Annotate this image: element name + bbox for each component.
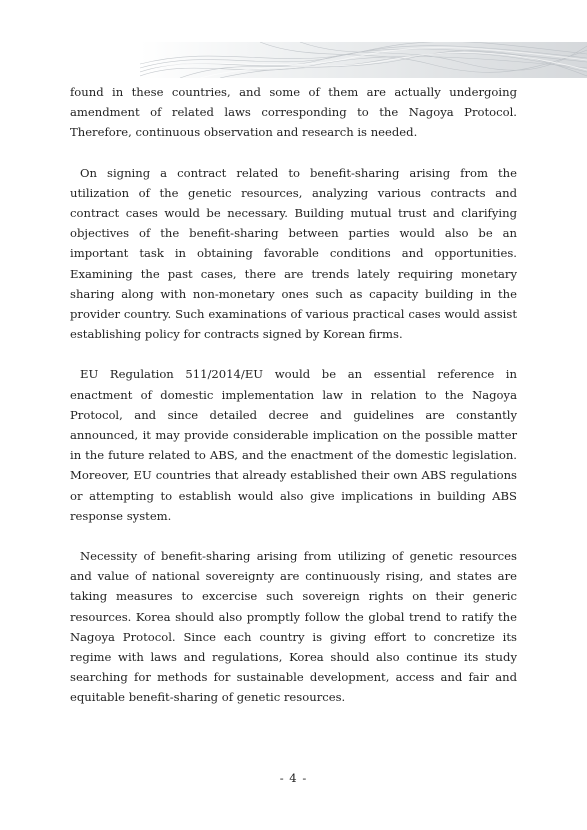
- document-body: [70, 82, 517, 708]
- paragraph-benefit-sharing-contracts: On signing a contract related to benefit-sharing arising from the utilization of the genetic resources, analyzing various contracts and contract cases would be necessary. Building mutual trust and clarifying objectives of the benefit-sharing between parties would also be an important task in obtaining favorable conditions and opportunities. Examining the past cases, there are trends lately requiring monetary sharing along with non-monetary ones such as capacity building in the provider country. Such examinations of various practical cases would assist establishing policy for contracts signed by Korean firms.: [70, 165, 517, 342]
- page-number: - 4 -: [279, 771, 308, 785]
- paragraph-continuation: found in these countries, and some of them are actually undergoing amendment of related laws corresponding to the Nagoya Protocol. Therefore, continuous observation and research is needed.: [70, 85, 517, 140]
- wave-pattern-graphic: [140, 42, 587, 78]
- header-decorative-band: [140, 42, 587, 78]
- paragraph-national-sovereignty: Necessity of benefit-sharing arising from utilizing of genetic resources and value of national sovereignty are continuously rising, and states are taking measures to excercise such sovereign rights on their generic resources. Korea should also promptly follow the global trend to ratify the Nagoya Protocol. Since each country is giving effort to concretize its regime with laws and regulations, Korea should also continue its study searching for methods for sustainable development, access and fair and equitable benefit-sharing of genetic resources.: [70, 549, 517, 705]
- paragraph-eu-regulation: EU Regulation 511/2014/EU would be an essential reference in enactment of domestic implementation law in relation to the Nagoya Protocol, and since detailed decree and guidelines are constantly announced, it may provide considerable implication on the possible matter in the future related to ABS, and the enactment of the domestic legislation. Moreover, EU countries that already established their own ABS regulations or attempting to establish would also give implications in building ABS response system.: [70, 367, 517, 523]
